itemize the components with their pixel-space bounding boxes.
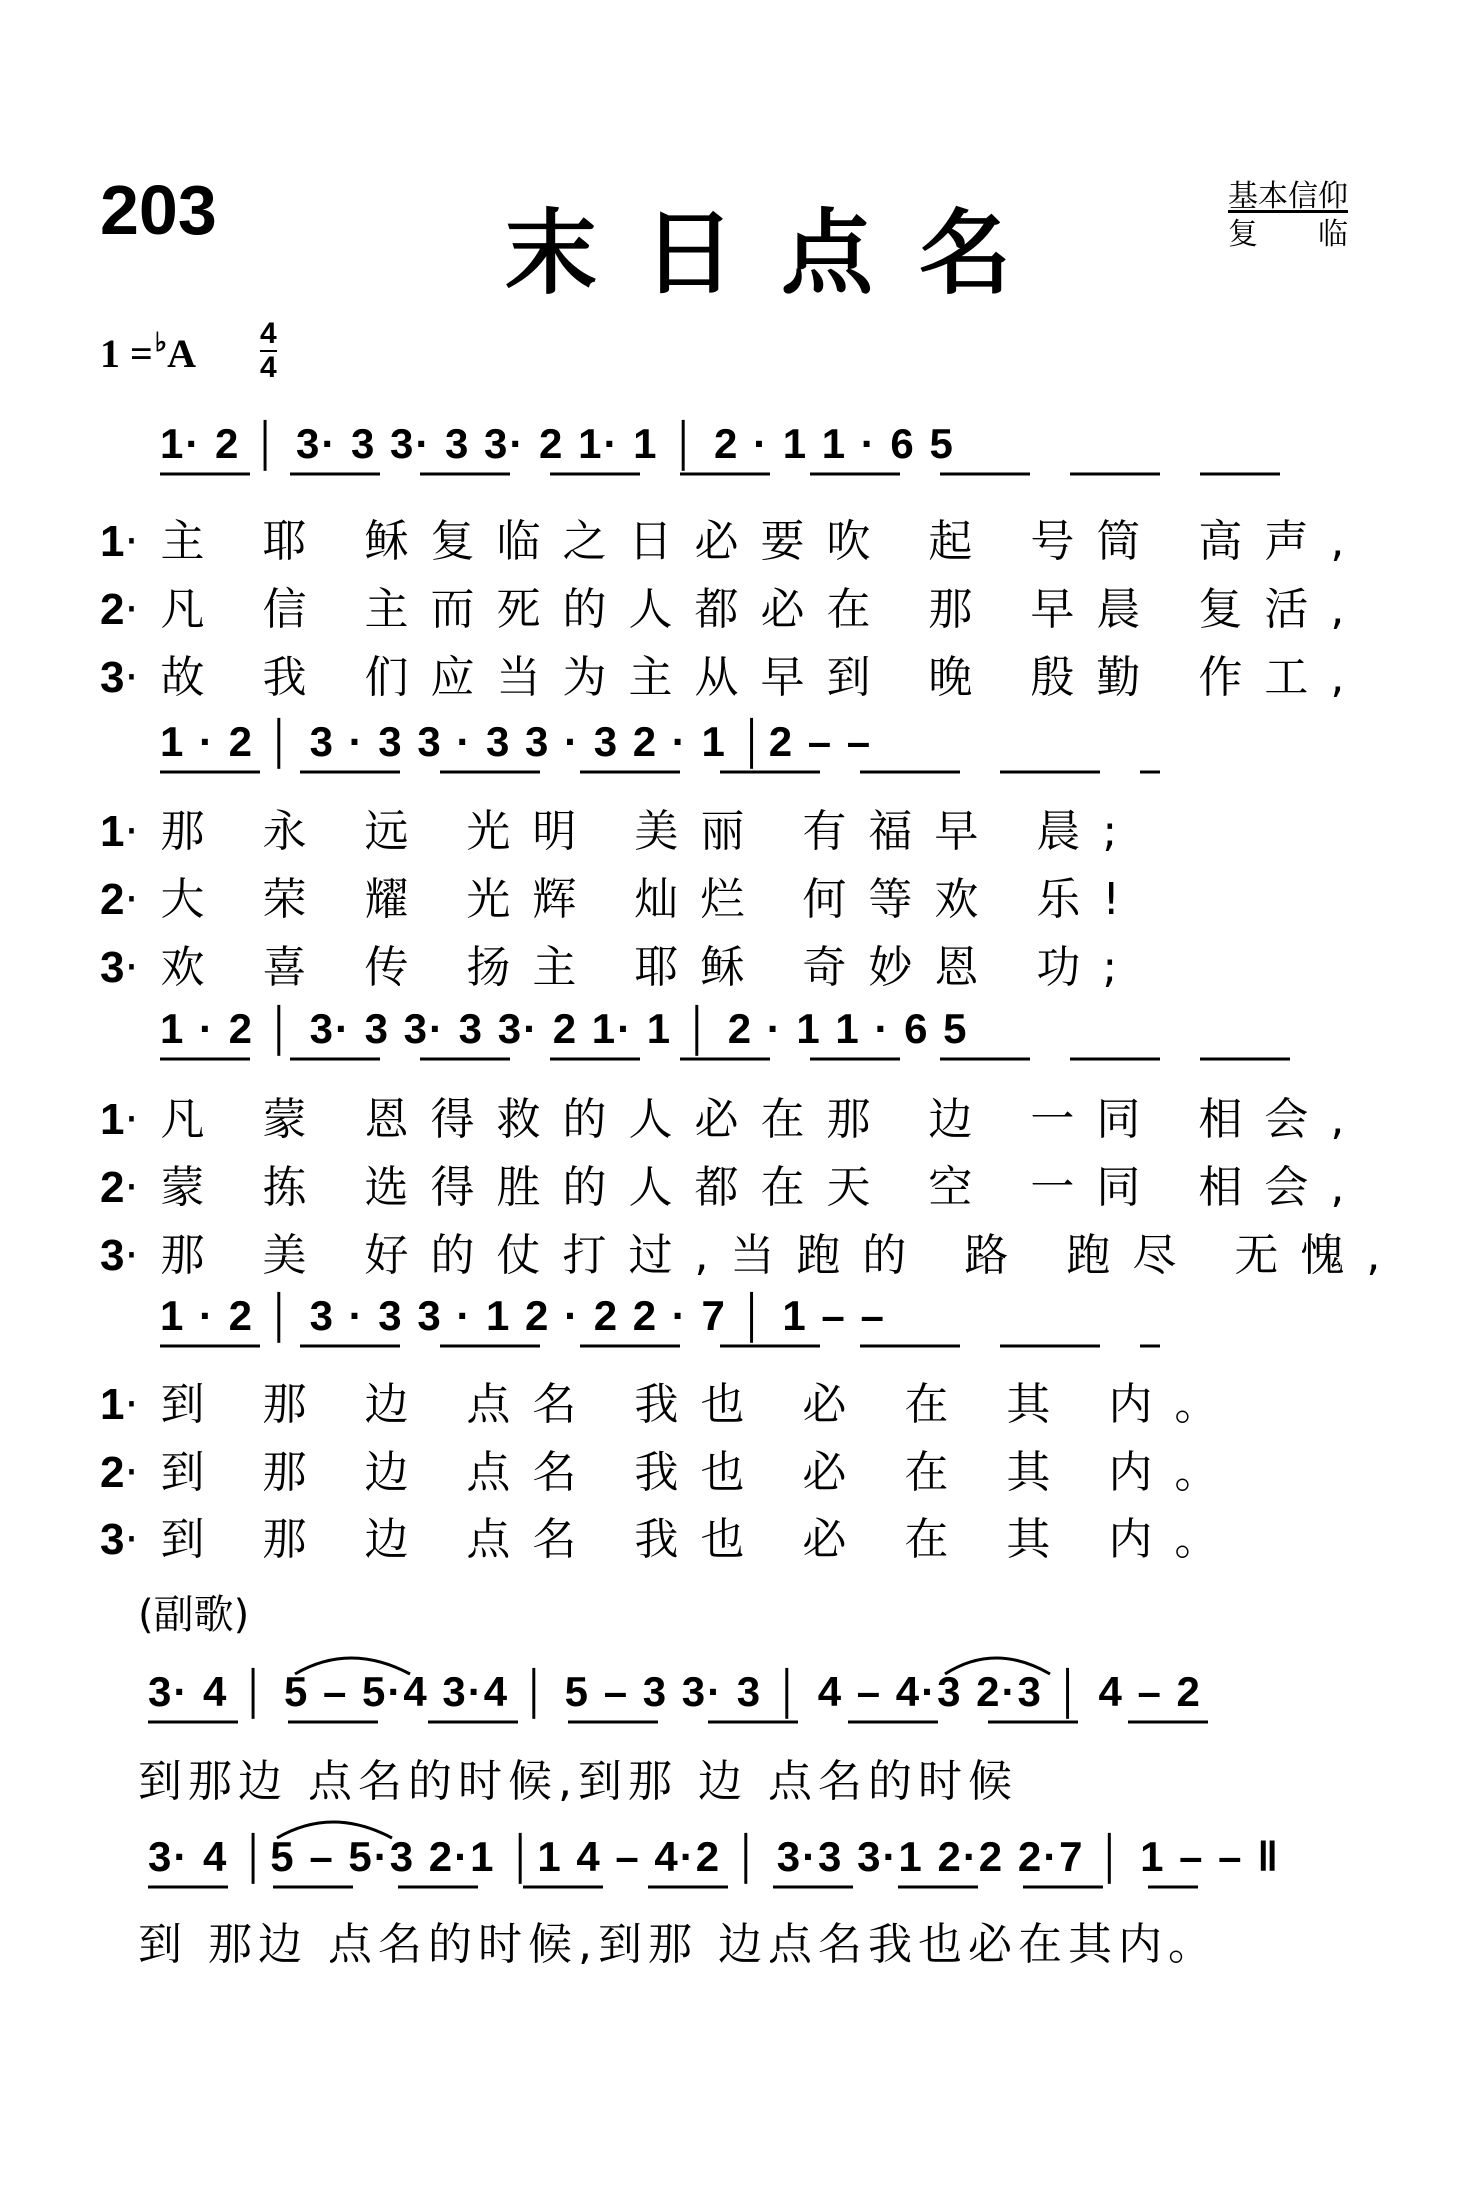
system-3-verse-1 — [100, 1083, 1366, 1147]
system-1-verse-1 — [100, 505, 1366, 569]
verse-number: 2 — [100, 585, 125, 634]
hymn-category — [1228, 178, 1408, 254]
verse-number: 2 — [100, 1448, 125, 1497]
system-4-notes: 1 · 2 │ 3 · 3 3 · 1 2 · 2 2 · 7 │ 1 – – — [160, 1292, 886, 1339]
system-3-verse-2 — [100, 1151, 1366, 1215]
lyric-line: ·蒙 拣 选得胜的人都在天 空 一同 相会, — [124, 1162, 1367, 1213]
lyric-line: ·大 荣 耀 光辉 灿烂 何等欢 乐! — [124, 874, 1143, 925]
lyric-line: ·欢 喜 传 扬主 耶稣 奇妙恩 功; — [124, 942, 1140, 993]
verse-number: 3 — [100, 653, 125, 702]
system-4-verse-1 — [100, 1368, 1240, 1432]
chorus-line-2-lyrics: 到 那边 点名的时候,到那 边点名我也必在其内。 — [138, 1919, 1218, 1970]
system-3-notes: 1 · 2 │ 3· 3 3· 3 3· 2 1· 1 │ 2 · 1 1 · 6 5 — [160, 1005, 969, 1052]
system-3-verse-3 — [100, 1219, 1402, 1283]
verse-number: 2 — [100, 1163, 125, 1212]
system-2-notes: 1 · 2 │ 3 · 3 3 · 3 3 · 3 2 · 1 │2 – – — [160, 718, 873, 765]
system-2-underlines — [160, 768, 1360, 778]
time-signature — [260, 318, 277, 384]
lyric-line: ·主 耶 稣复临之日必要吹 起 号筒 高声, — [124, 516, 1367, 567]
flat-sign-icon: ♭ — [154, 328, 168, 357]
system-1-verse-2 — [100, 573, 1366, 637]
hymn-title: 末日点名 — [505, 200, 1058, 307]
verse-number: 2 — [100, 875, 125, 924]
key-note: A — [167, 331, 196, 376]
system-4-verse-3 — [100, 1503, 1240, 1567]
subcategory-label: 复临 — [1228, 217, 1408, 252]
lyric-line: ·凡 蒙 恩得救的人必在那 边 一同 相会, — [124, 1094, 1367, 1145]
verse-number: 3 — [100, 1515, 125, 1564]
chorus-line-2-notes: 3· 4 │5 – 5·3 2·1 │1 4 – 4·2 │ 3·3 3·1 2·2 2·7 │ 1 – – ‖ — [148, 1833, 1281, 1880]
system-1-verse-3 — [100, 641, 1366, 705]
lyric-line: ·那 美 好的仗打过,当跑的 路 跑尽 无愧, — [124, 1230, 1403, 1281]
verse-number: 1 — [100, 1095, 125, 1144]
chorus-line-1-underlines — [148, 1718, 1348, 1728]
chorus-line-1-notes: 3· 4 │ 5 – 5·4 3·4 │ 5 – 3 3· 3 │ 4 – 4·3 2·3 │ 4 – 2 — [148, 1668, 1202, 1715]
verse-number: 1 — [100, 807, 125, 856]
lyric-line: ·故 我 们应当为主从早到 晚 殷勤 作工, — [124, 652, 1367, 703]
hymn-number: 203 — [100, 171, 217, 249]
time-signature-bottom: 4 — [260, 351, 277, 384]
system-4-verse-2 — [100, 1436, 1240, 1500]
verse-number: 3 — [100, 943, 125, 992]
lyric-line: ·凡 信 主而死的人都必在 那 早晨 复活, — [124, 584, 1367, 635]
system-3-underlines — [160, 1055, 1360, 1065]
key-prefix: 1 = — [100, 331, 153, 376]
system-2-verse-1 — [100, 795, 1139, 859]
chorus-line-1-lyrics: 到那边 点名的时候,到那 边 点名的时候 — [138, 1756, 1018, 1807]
system-2-verse-3 — [100, 931, 1139, 995]
lyric-line: ·那 永 远 光明 美丽 有福早 晨; — [124, 806, 1140, 857]
system-2-verse-2 — [100, 863, 1142, 927]
chorus-label: (副歌) — [138, 1592, 250, 1638]
verse-number: 1 — [100, 517, 125, 566]
time-signature-top: 4 — [260, 317, 277, 350]
verse-number: 1 — [100, 1380, 125, 1429]
lyric-line: ·到 那 边 点名 我也 必 在 其 内。 — [124, 1379, 1241, 1430]
system-1-notes: 1· 2 │ 3· 3 3· 3 3· 2 1· 1 │ 2 · 1 1 · 6 5 — [160, 420, 955, 467]
lyric-line: ·到 那 边 点名 我也 必 在 其 内。 — [124, 1447, 1241, 1498]
lyric-line: ·到 那 边 点名 我也 必 在 其 内。 — [124, 1514, 1241, 1565]
system-1-underlines — [160, 470, 1360, 480]
chorus-line-2-underlines — [148, 1883, 1348, 1893]
key-signature — [100, 330, 196, 377]
system-4-underlines — [160, 1342, 1360, 1352]
verse-number: 3 — [100, 1231, 125, 1280]
category-label: 基本信仰 — [1228, 179, 1348, 214]
